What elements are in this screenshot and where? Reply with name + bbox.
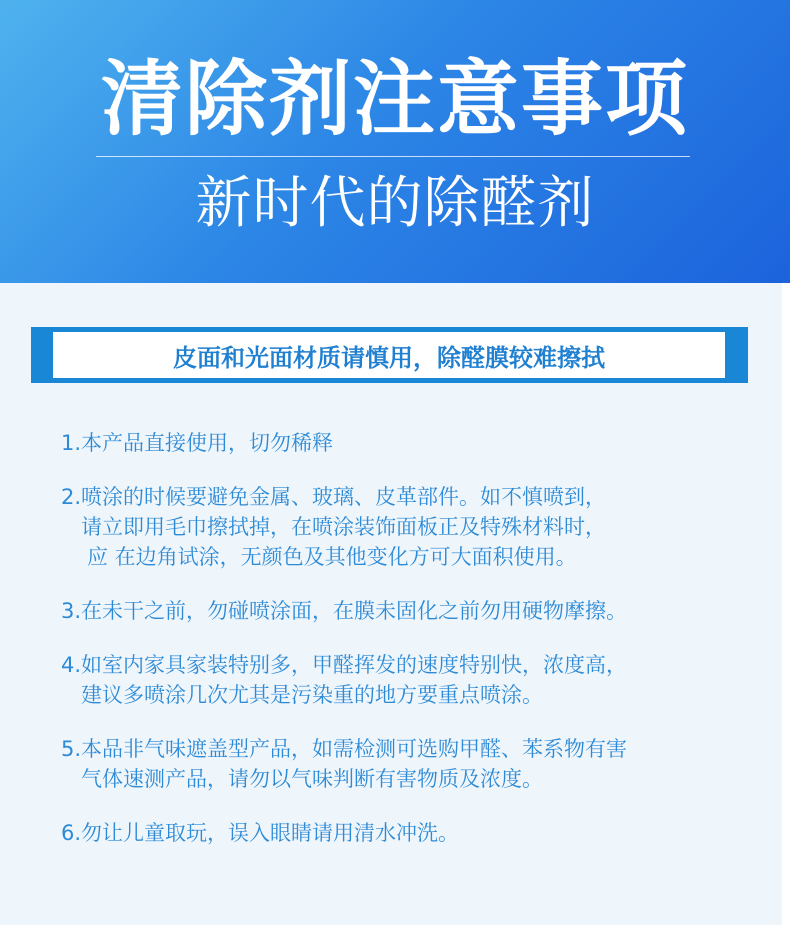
note-line: 4.如室内家具家装特别多，甲醛挥发的速度特别快，浓度高， bbox=[61, 653, 628, 677]
note-item-1 bbox=[61, 428, 761, 458]
note-item-5 bbox=[61, 734, 761, 794]
note-line: 3.在未干之前，勿碰喷涂面，在膜未固化之前勿用硬物摩擦。 bbox=[61, 599, 628, 623]
note-line: 2.喷涂的时候要避免金属、玻璃、皮革部件。如不慎喷到， bbox=[61, 485, 607, 509]
note-line: 6.勿让儿童取玩，误入眼睛请用清水冲洗。 bbox=[61, 821, 460, 845]
note-line: 应 在边角试涂，无颜色及其他变化方可大面积使用。 bbox=[87, 545, 577, 569]
note-item-6 bbox=[61, 818, 761, 848]
content-edge bbox=[782, 283, 790, 925]
note-line: 1.本产品直接使用，切勿稀释 bbox=[61, 431, 334, 455]
note-line: 请立即用毛巾擦拭掉，在喷涂装饰面板正及特殊材料时， bbox=[81, 515, 606, 539]
notes-list bbox=[61, 428, 761, 848]
page-subtitle: 新时代的除醛剂 bbox=[195, 171, 595, 236]
warning-banner bbox=[53, 332, 725, 378]
note-item-2 bbox=[61, 482, 761, 572]
note-item-3 bbox=[61, 596, 761, 626]
note-line: 建议多喷涂几次尤其是污染重的地方要重点喷涂。 bbox=[81, 683, 543, 707]
warning-banner-text: 皮面和光面材质请慎用，除醛膜较难擦拭 bbox=[173, 343, 605, 372]
title-divider bbox=[96, 156, 690, 157]
note-line: 5.本品非气味遮盖型产品，如需检测可选购甲醛、苯系物有害 bbox=[61, 737, 628, 761]
note-line: 气体速测产品，请勿以气味判断有害物质及浓度。 bbox=[81, 767, 543, 791]
note-item-4 bbox=[61, 650, 761, 710]
page-title: 清除剂注意事项 bbox=[100, 52, 689, 147]
